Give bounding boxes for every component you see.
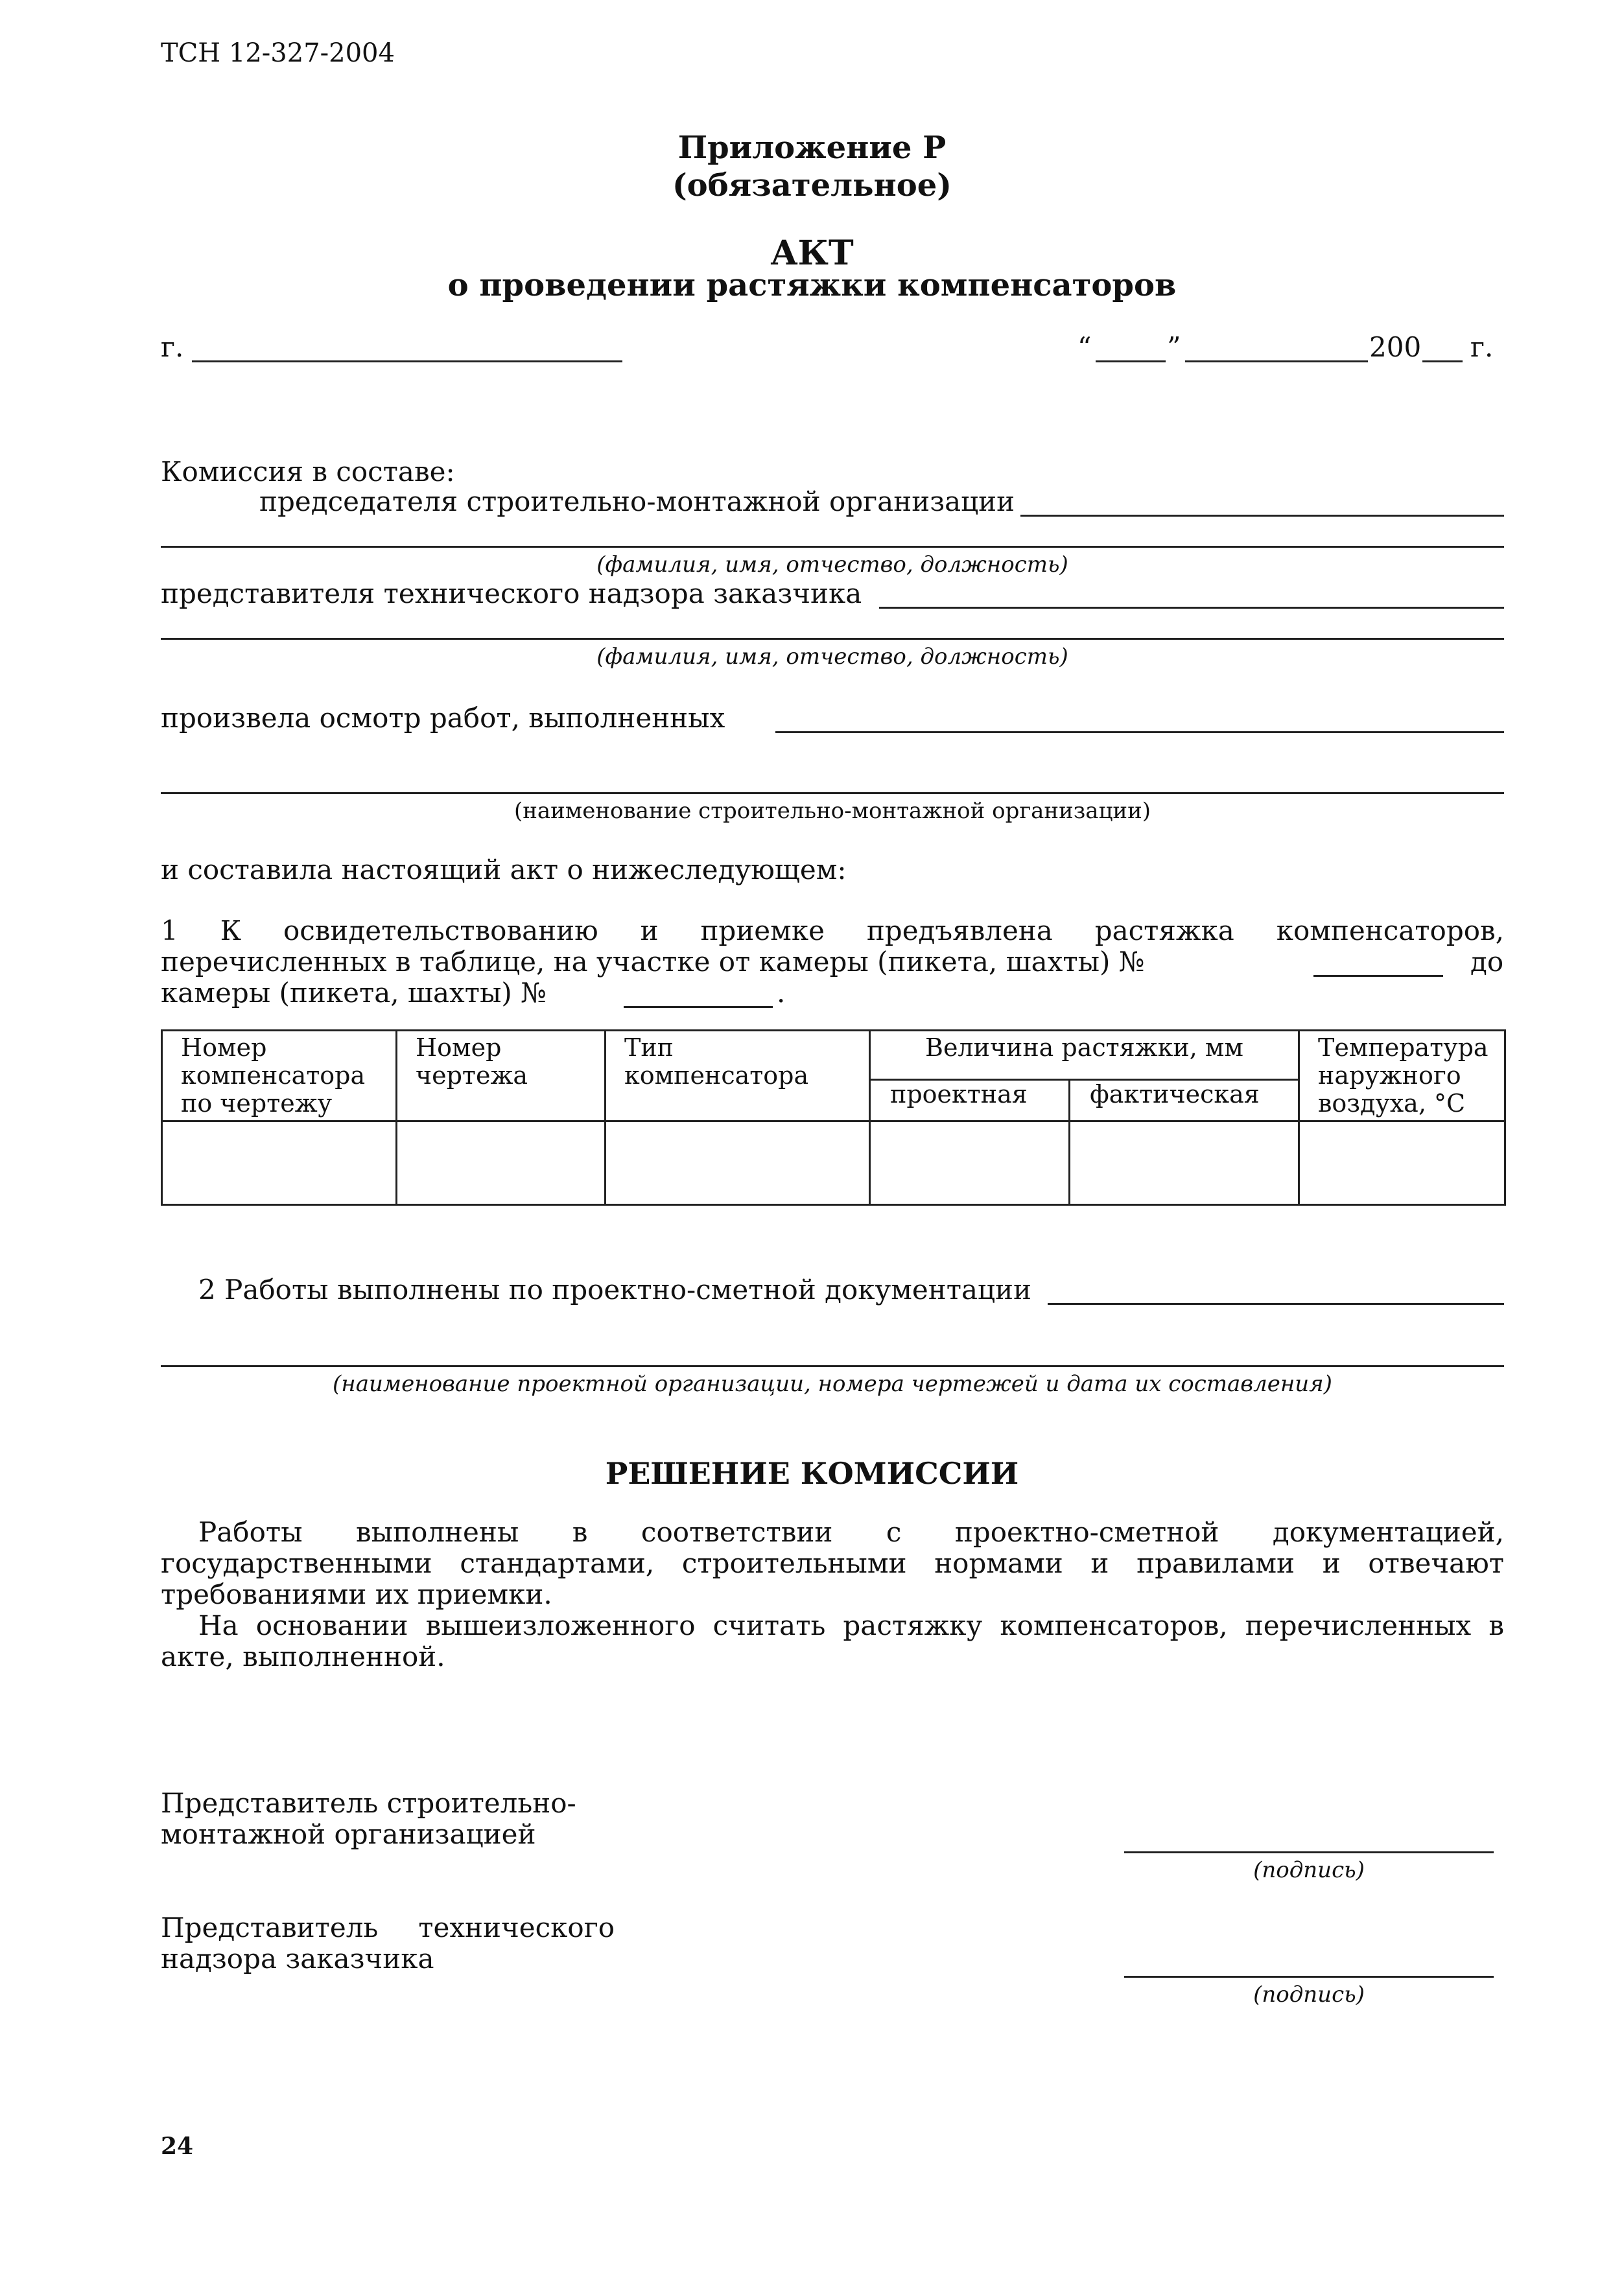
commission-intro: Комиссия в составе:	[161, 456, 455, 487]
signature-caption-2: (подпись)	[1253, 1982, 1365, 2008]
col-actual-value: фактическая	[1070, 1080, 1299, 1121]
signature-field-1[interactable]	[1124, 1851, 1494, 1853]
decision-title: РЕШЕНИЕ КОМИССИИ	[605, 1456, 1019, 1491]
act-subtitle: о проведении растяжки компенсаторов	[447, 267, 1177, 303]
table-header-row	[162, 1031, 1505, 1080]
col-compensator-type: Тип компенсатора	[606, 1031, 870, 1121]
supervisor-field-line2[interactable]	[161, 638, 1504, 640]
date-month-field[interactable]	[1185, 360, 1368, 362]
col-compensator-number: Номер компенсатора по чертежу	[162, 1031, 397, 1121]
col-stretch-value: Величина растяжки, мм	[870, 1031, 1299, 1080]
name-caption-2: (фамилия, имя, отчество, должность)	[596, 644, 1068, 670]
rep2-line1: Представитель технического	[161, 1912, 615, 1943]
date-day-field[interactable]	[1096, 360, 1166, 362]
act-title: АКТ	[770, 233, 854, 273]
date-year-prefix: 200	[1369, 331, 1422, 363]
appendix-title: Приложение Р	[677, 130, 947, 166]
rep1-line1: Представитель строительно-	[161, 1787, 576, 1819]
inspection-label: произвела осмотр работ, выполненных	[161, 702, 725, 734]
cell-compensator-number[interactable]	[162, 1121, 397, 1205]
decision-p1-line2: государственными стандартами, строительными нормами и правилами и отвечают	[161, 1547, 1504, 1579]
item1-line3-text: камеры (пикета, шахты) №	[161, 977, 547, 1009]
decision-p2-line1: На основании вышеизложенного считать растяжку компенсаторов, перечисленных в	[198, 1610, 1504, 1641]
item1-line2-to: до	[1470, 946, 1504, 978]
cell-actual-value[interactable]	[1070, 1121, 1299, 1205]
act-intro: и составила настоящий акт о нижеследующем:	[161, 854, 847, 885]
supervisor-field[interactable]	[879, 607, 1504, 609]
item1-line3-period: .	[777, 977, 786, 1009]
chairman-field-line2[interactable]	[161, 546, 1504, 548]
date-quote-open: “	[1077, 331, 1092, 363]
cell-design-value[interactable]	[870, 1121, 1070, 1205]
cell-compensator-type[interactable]	[606, 1121, 870, 1205]
item1-line2-text: перечисленных в таблице, на участке от камеры (пикета, шахты) №	[161, 946, 1145, 978]
org-caption: (наименование строительно-монтажной организации)	[513, 798, 1151, 824]
rep1-line2: монтажной организацией	[161, 1818, 536, 1850]
chairman-field[interactable]	[1020, 515, 1504, 517]
name-caption-1: (фамилия, имя, отчество, должность)	[596, 552, 1068, 578]
signature-caption-1: (подпись)	[1253, 1857, 1365, 1883]
rep2-line2: надзора заказчика	[161, 1943, 434, 1975]
design-docs-caption: (наименование проектной организации, номера чертежей и дата их составления)	[333, 1371, 1332, 1397]
inspection-org-field[interactable]	[775, 731, 1504, 733]
appendix-subtitle: (обязательное)	[672, 167, 952, 204]
document-code: ТСН 12-327-2004	[161, 38, 395, 68]
col-design-value: проектная	[870, 1080, 1070, 1121]
cell-air-temperature[interactable]	[1299, 1121, 1505, 1205]
decision-p2-line2: акте, выполненной.	[161, 1641, 445, 1672]
to-chamber-field[interactable]	[624, 1006, 773, 1008]
item1-line1: 1 К освидетельствованию и приемке предъявлена растяжка компенсаторов,	[161, 915, 1504, 946]
table-row	[162, 1121, 1505, 1205]
decision-p1-line1: Работы выполнены в соответствии с проектно-сметной документацией,	[198, 1516, 1504, 1548]
from-chamber-field[interactable]	[1313, 975, 1443, 977]
date-year-field[interactable]	[1422, 360, 1463, 362]
inspection-org-field-line2[interactable]	[161, 792, 1504, 794]
signature-field-2[interactable]	[1124, 1976, 1494, 1978]
decision-p1-line3: требованиями их приемки.	[161, 1578, 552, 1610]
supervisor-label: представителя технического надзора заказчика	[161, 578, 862, 609]
item2-label: 2 Работы выполнены по проектно-сметной документации	[198, 1274, 1032, 1306]
design-docs-field-line2[interactable]	[161, 1365, 1504, 1367]
col-air-temperature: Температура наружного воздуха, °С	[1299, 1031, 1505, 1121]
col-drawing-number: Номер чертежа	[397, 1031, 606, 1121]
design-docs-field[interactable]	[1048, 1303, 1504, 1305]
date-year-suffix: г.	[1470, 331, 1494, 363]
city-field[interactable]	[192, 360, 622, 362]
page-number: 24	[161, 2133, 194, 2160]
chairman-label: председателя строительно-монтажной организации	[259, 486, 1015, 517]
date-quote-close: ”	[1167, 331, 1181, 363]
cell-drawing-number[interactable]	[397, 1121, 606, 1205]
city-prefix: г.	[161, 331, 184, 363]
compensators-table	[161, 1029, 1506, 1206]
